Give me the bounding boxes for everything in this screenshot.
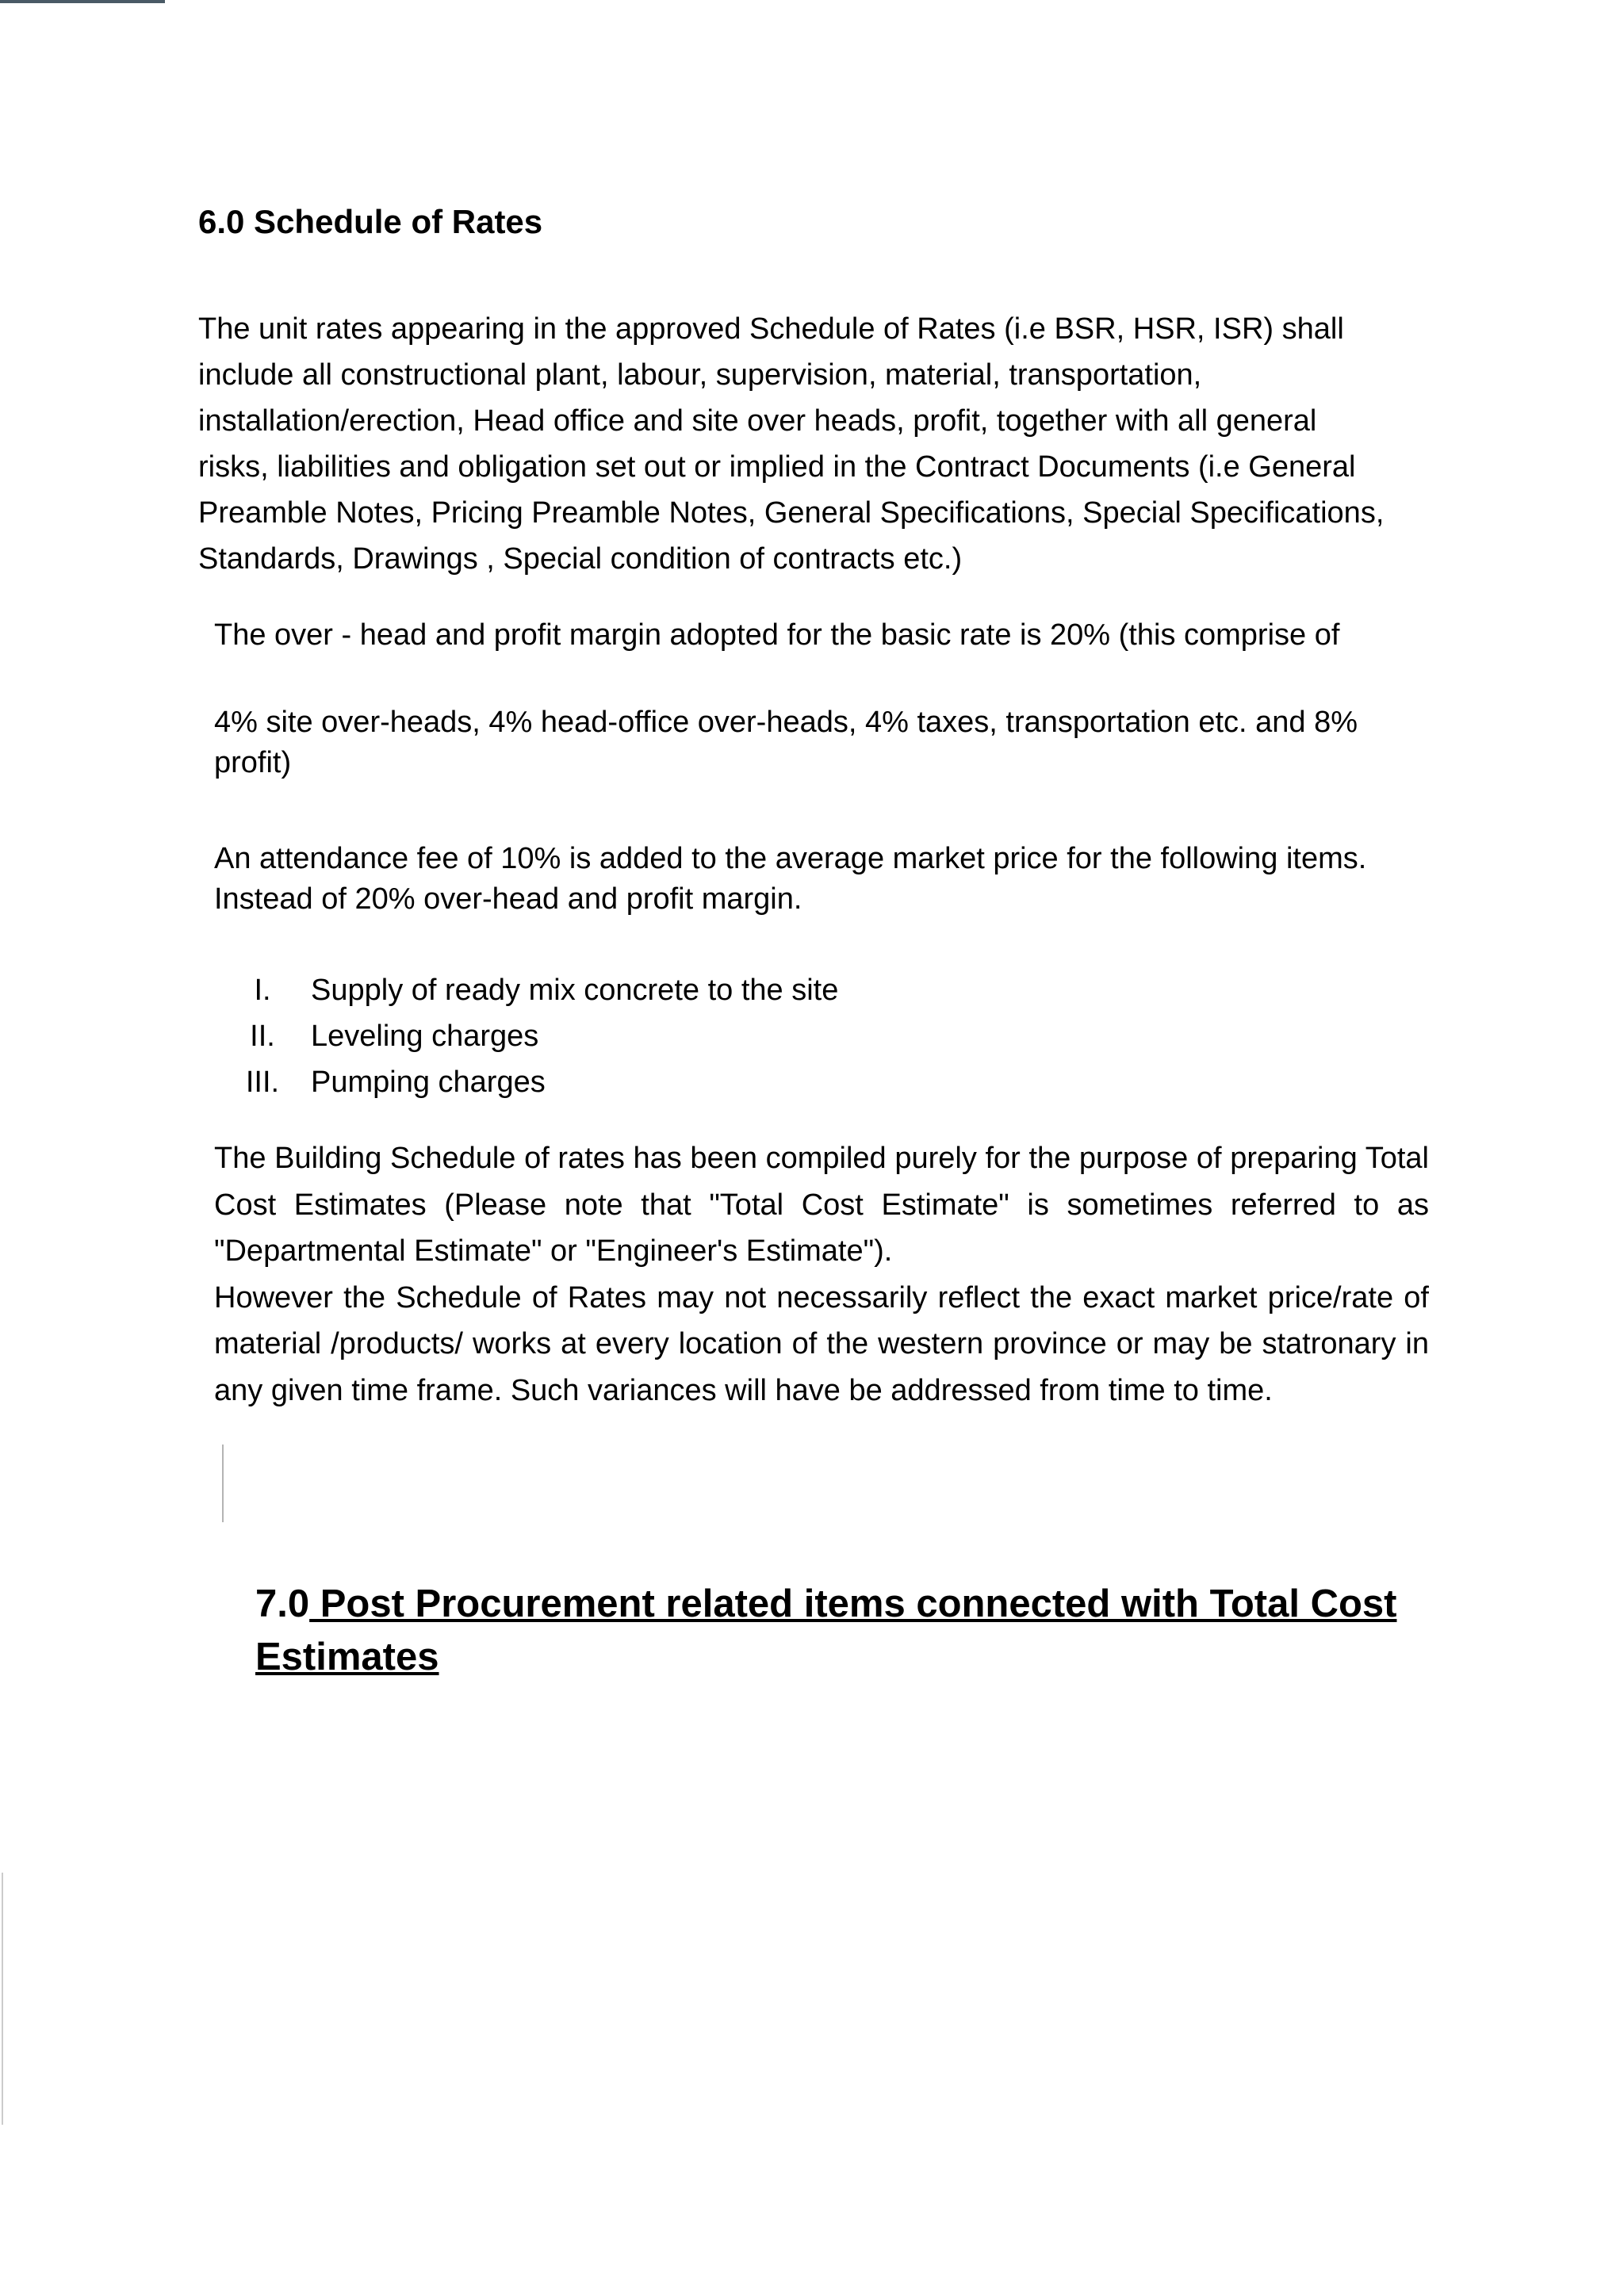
left-edge-line (2, 1873, 3, 2125)
overhead-margin-paragraph: The over - head and profit margin adopted for the basic rate is 20% (this comprise of (214, 618, 1340, 652)
unit-rates-paragraph: The unit rates appearing in the approved Schedule of Rates (i.e BSR, HSR, ISR) shall include all constructional plant, labour, supervision, material, transportation, installation/erection, Head office and site over heads, profit, together with all general risks, liabilities and obligation set out or implied in the Contract Documents (i.e General Preamble Notes, Pricing Preamble Notes, General Specifications, Special Specifications, Standards, Drawings , Special condition of contracts etc.) (198, 312, 1385, 576)
text-cursor-mark (222, 1445, 224, 1522)
list-item-text: Pumping charges (311, 1066, 546, 1099)
list-item-number: III. (245, 1066, 280, 1099)
list-item-number: II. (250, 1020, 275, 1053)
building-schedule-block (214, 1135, 1429, 1414)
list-item (214, 1013, 838, 1059)
section-7-title: Post Procurement related items connected with Total Cost Estimates (255, 1582, 1397, 1678)
attendance-fee-paragraph: An attendance fee of 10% is added to the average market price for the following items. Instead of 20% over-head and profit margin. (214, 842, 1367, 916)
top-edge-rule (0, 0, 165, 3)
list-item-text: Leveling charges (311, 1020, 539, 1053)
list-item (214, 1059, 838, 1105)
list-item-number: I. (254, 974, 271, 1007)
list-item-text: Supply of ready mix concrete to the site (311, 974, 839, 1007)
section-6-heading: 6.0 Schedule of Rates (198, 203, 543, 240)
section-7-number: 7.0 (255, 1582, 310, 1625)
attendance-fee-items-list (214, 967, 838, 1105)
section-7-heading (255, 1578, 1445, 1684)
list-item (214, 967, 838, 1013)
overhead-breakdown-paragraph: 4% site over-heads, 4% head-office over-heads, 4% taxes, transportation etc. and 8% profit) (214, 706, 1358, 779)
market-price-variance-paragraph: However the Schedule of Rates may not necessarily reflect the exact market price/rate of material /products/ works at every location of the western province or may be statronary in any given time frame. Such variances will have be addressed from time to time. (214, 1280, 1429, 1407)
building-schedule-paragraph: The Building Schedule of rates has been compiled purely for the purpose of preparing Total Cost Estimates (Please note that "Total Cost Estimate" is sometimes referred to as "Departmental Estimate" or "Engineer's Estimate"). (214, 1142, 1429, 1268)
